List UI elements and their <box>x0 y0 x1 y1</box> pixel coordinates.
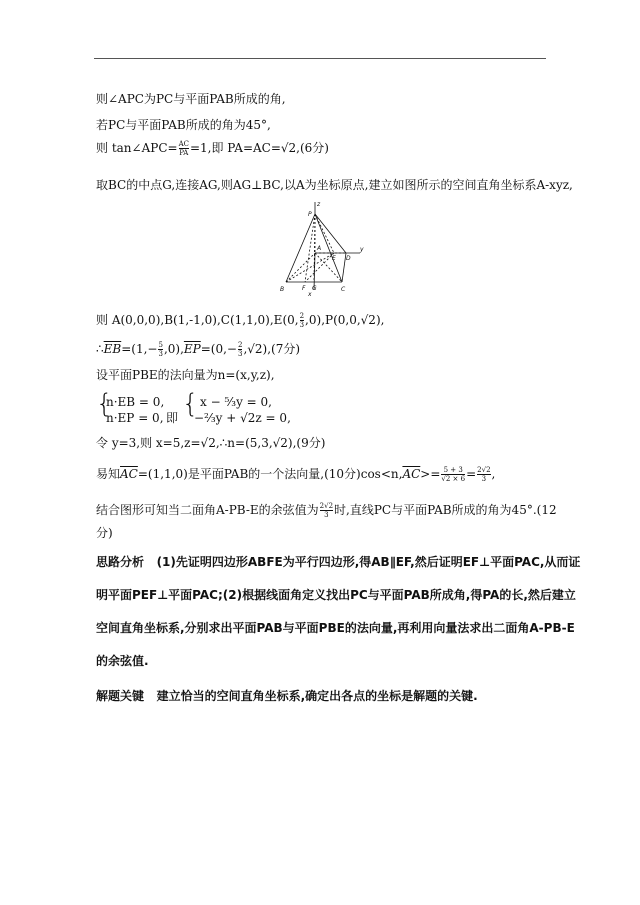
fraction-ac-pa: $\frac{AC}{PA}$ <box>178 140 189 157</box>
label-z: z <box>317 201 321 208</box>
label-x: x <box>308 291 312 298</box>
text-line-3: 则 tan∠APC= $\frac{AC}{PA}$ =1,即 PA=AC=√2,(6分) <box>96 140 329 157</box>
text-line-11: 分) <box>96 526 113 540</box>
analysis-line-4: 的余弦值. <box>96 654 149 668</box>
analysis-line-2: 明平面PEF⊥平面PAC;(2)根据线面角定义找出PC与平面PAB所成角,得PA的长,然后建立 <box>96 588 576 602</box>
label-a: A <box>317 245 322 252</box>
text-line-2: 若PC与平面PAB所成的角为45°, <box>96 118 271 132</box>
text-line-8: 令 y=3,则 x=5,z=√2,∴n=(5,3,√2),(9分) <box>96 436 326 450</box>
eq-right-2: −²⁄₃y + √2z = 0, <box>194 411 291 425</box>
eq-ji: 即 <box>166 411 179 425</box>
eq-right-1: x − ⁵⁄₃y = 0, <box>200 395 272 409</box>
edge-be <box>286 253 334 282</box>
text-line-4: 取BC的中点G,连接AG,则AG⊥BC,以A为坐标原点,建立如图所示的空间直角坐标系A-xyz, <box>96 178 573 192</box>
label-d: D <box>346 255 351 262</box>
text-line-1: 则∠APC为PC与平面PAB所成的角, <box>96 92 286 106</box>
eq-left-1: n·EB = 0, <box>106 395 165 409</box>
analysis-title: 思路分析 <box>96 555 145 569</box>
edge-ef <box>305 253 334 282</box>
eq-left-2: n·EP = 0, <box>106 411 164 425</box>
analysis-line-1: 思路分析 (1)先证明四边形ABFE为平行四边形,得AB∥EF,然后证明EF⊥平面PAC,从而证 <box>96 555 581 569</box>
label-y: y <box>360 246 364 253</box>
label-b: B <box>280 286 285 293</box>
label-e: E <box>332 255 336 262</box>
pyramid-figure <box>274 198 374 298</box>
left-brace: { <box>96 389 113 419</box>
key-title: 解题关键 <box>96 689 145 703</box>
text-line-6: $\therefore\overline{EB}=(1,-$ $\frac{5}{3}$ $,0),\overline{EP}=(0,-$ $\frac{2}{3}$ ,√2),(7分) <box>96 341 301 358</box>
analysis-line-3: 空间直角坐标系,分别求出平面PAB与平面PBE的法向量,再利用向量法求出二面角A-PB-E <box>96 621 575 635</box>
header-rule <box>94 58 546 59</box>
equation-system <box>96 389 296 429</box>
edge-pf <box>305 214 315 282</box>
label-p: P <box>308 211 312 218</box>
text-line-9: 易知$\overline{AC}=(1,1,0)$是平面PAB的一个法向量,(10分)$\cos<n,\overline{AC}>=$ $\frac{5 + 3}{√2 \times 6}$ = $\frac{2√2}{3}$ , <box>96 466 496 483</box>
label-f: F <box>302 285 306 292</box>
right-brace: { <box>182 389 199 419</box>
key-line: 解题关键 建立恰当的空间直角坐标系,确定出各点的坐标是解题的关键. <box>96 689 478 703</box>
label-c: C <box>341 286 346 293</box>
text-line-7: 设平面PBE的法向量为n=(x,y,z), <box>96 368 275 382</box>
edge-pb <box>286 214 315 282</box>
text-line-5: 则 A(0,0,0),B(1,-1,0),C(1,1,0),E(0, $\frac{2}{3}$ ,0),P(0,0,√2), <box>96 312 385 329</box>
text-line-10: 结合图形可知当二面角A-PB-E的余弦值为 $\frac{2√2}{3}$ 时,直线PC与平面PAB所成的角为45°.(12 <box>96 502 557 519</box>
label-g: G <box>312 285 317 292</box>
